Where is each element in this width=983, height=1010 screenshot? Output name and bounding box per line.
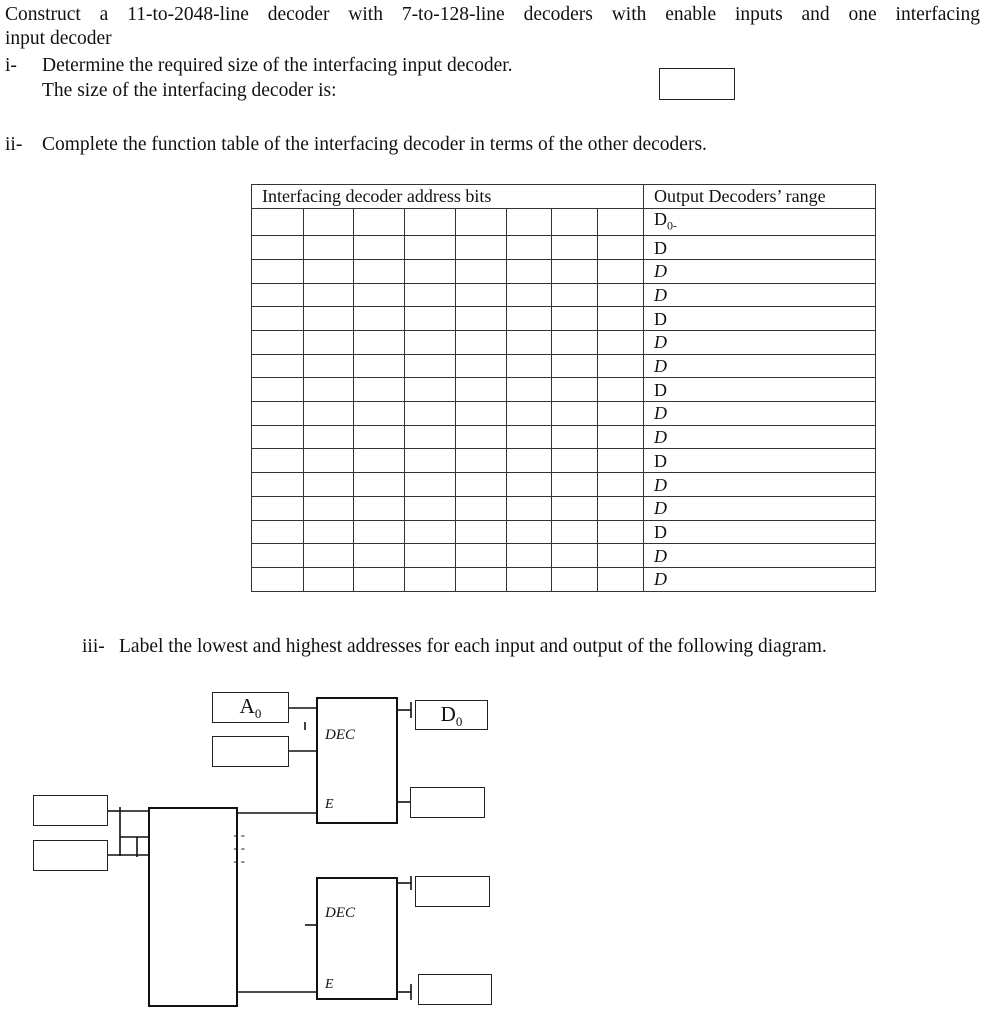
d0-label: D: [440, 702, 456, 726]
question-line-1: Construct a 11-to-2048-line decoder with 7-to-128-line decoders with enable inputs and one interfacing: [5, 4, 980, 25]
upper-decoder-input-high-box[interactable]: [212, 736, 289, 767]
d0-subscript: 0: [455, 714, 463, 730]
header-output-range: Output Decoders’ range: [644, 185, 876, 209]
interfacing-decoder-box: [148, 807, 238, 1007]
output-range-label: D: [654, 569, 668, 590]
part-ii-text: Complete the function table of the interfacing decoder in terms of the other decoders.: [42, 134, 707, 155]
interfacing-input-high-box[interactable]: [33, 840, 108, 871]
output-range-label: D: [654, 237, 668, 258]
lower-decoder-enable-label: E: [325, 977, 334, 992]
output-range-subscript: 0-: [667, 218, 678, 233]
upper-decoder-label: DEC: [325, 727, 355, 743]
part-ii-marker: ii-: [5, 134, 23, 155]
interfacing-input-low-box[interactable]: [33, 795, 108, 826]
interfacing-decoder-dots: -- -- --: [232, 829, 247, 869]
a0-label: A: [239, 694, 255, 718]
lower-decoder-output-low-box[interactable]: [415, 876, 490, 907]
output-range-label: D: [654, 427, 668, 448]
header-address-bits: Interfacing decoder address bits: [252, 185, 644, 209]
output-range-label: D: [654, 521, 668, 542]
part-iii-marker: iii-: [82, 636, 105, 657]
output-range-label: D: [654, 403, 668, 424]
output-range-label: D: [654, 208, 668, 229]
output-range-label: D: [654, 474, 668, 495]
output-range-label: D: [654, 450, 668, 471]
output-range-label: D: [654, 498, 668, 519]
a0-label-box[interactable]: [212, 692, 289, 723]
lower-decoder-output-high-box[interactable]: [418, 974, 492, 1005]
part-iii-text: Label the lowest and highest addresses for each input and output of the following diagram.: [119, 636, 827, 657]
output-range-label: D: [654, 545, 668, 566]
output-range-label: D: [654, 308, 668, 329]
output-range-label: D: [654, 356, 668, 377]
lower-decoder-label: DEC: [325, 905, 355, 921]
upper-decoder-output-high-box[interactable]: [410, 787, 485, 818]
d0-label-box[interactable]: [415, 700, 488, 730]
part-i-line-2: The size of the interfacing decoder is:: [42, 80, 337, 101]
part-i-marker: i-: [5, 55, 17, 76]
upper-decoder-enable-label: E: [325, 797, 334, 812]
output-range-label: D: [654, 285, 668, 305]
a0-subscript: 0: [254, 706, 262, 722]
output-range-label: D: [654, 379, 668, 400]
part-i-line-1: Determine the required size of the interfacing input decoder.: [42, 55, 513, 76]
output-range-label: D: [654, 332, 668, 353]
question-line-2: input decoder: [5, 28, 112, 49]
output-range-label: D: [654, 261, 668, 282]
